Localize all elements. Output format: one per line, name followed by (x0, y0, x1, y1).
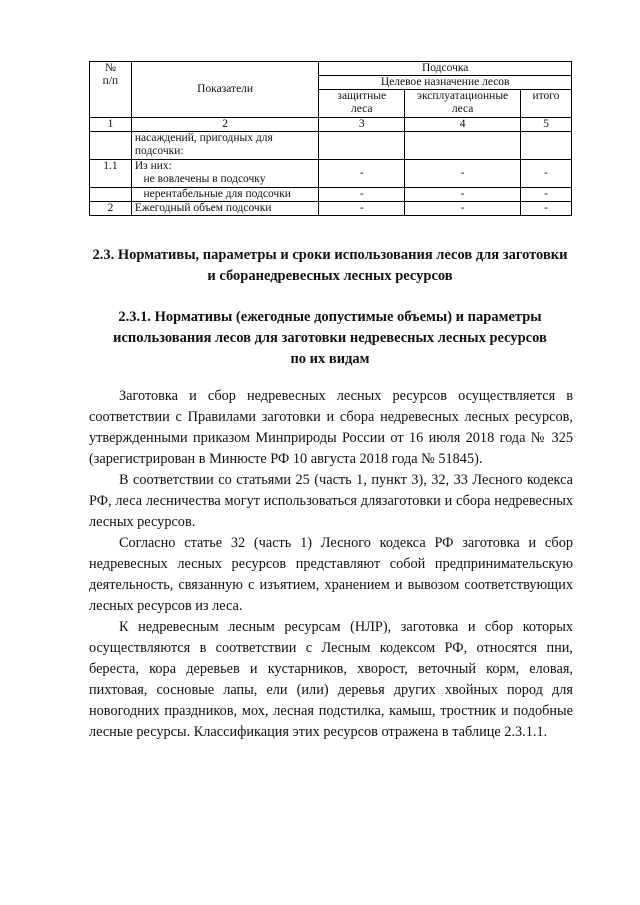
table-row (90, 132, 572, 160)
header-protective: защитные леса (319, 90, 405, 118)
row-num (90, 132, 132, 160)
header-total: итого (521, 90, 572, 118)
row-label: Ежегодный объем подсочки (131, 202, 318, 216)
row-value: - (405, 160, 521, 188)
header-exploitation: эксплуатационные леса (405, 90, 521, 118)
row-value (405, 132, 521, 160)
colnum: 1 (90, 118, 132, 132)
colnum: 3 (319, 118, 405, 132)
colnum: 2 (131, 118, 318, 132)
row-value: - (405, 202, 521, 216)
colnum: 5 (521, 118, 572, 132)
header-indicators: Показатели (131, 62, 318, 118)
tapping-table (89, 61, 572, 216)
row-value: - (319, 160, 405, 188)
row-value (521, 132, 572, 160)
paragraph: Заготовка и сбор недревесных лесных ресурсов осуществляется в соответствии с Правилами заготовки и сбора недревесных лесных ресурсов, утвержденными приказом Минприроды России от 16 июля 2018 года № 325 (зарегистрирован в Минюсте РФ 10 августа 2018 года № 51845). (89, 388, 573, 467)
row-label: Из них: не вовлечены в подсочку (131, 160, 318, 188)
table-row (90, 202, 572, 216)
paragraph: К недревесным лесным ресурсам (НЛР), заготовка и сбор которых осуществляются в соответствии с Лесным кодексом РФ, относятся пни, береста, кора деревьев и кустарников, хворост, веточный корм, еловая, пихтовая, сосновые лапы, ели (или) деревья других хвойных пород для новогодних праздников, мох, лесная подстилка, камыш, тростник и подобные лесные ресурсы. Классификация этих ресурсов отражена в таблице 2.3.1.1. (89, 619, 573, 740)
header-tapping: Подсочка (319, 62, 572, 76)
header-purpose: Целевое назначение лесов (319, 76, 572, 90)
row-num: 2 (90, 202, 132, 216)
table-row (90, 160, 572, 188)
section-heading-2-3-1: 2.3.1. Нормативы (ежегодные допустимые объемы) и параметры использования лесов для заготовки недревесных лесных ресурсов по их видам (113, 309, 547, 367)
row-value: - (521, 160, 572, 188)
row-value: - (319, 202, 405, 216)
paragraph: Согласно статье 32 (часть 1) Лесного кодекса РФ заготовка и сбор недревесных лесных ресурсов представляют собой предпринимательскую деятельность, связанную с изъятием, хранением и вывозом соответствующих лесных ресурсов из леса. (89, 535, 573, 614)
row-value (319, 132, 405, 160)
row-label: насаждений, пригодных для подсочки: (131, 132, 318, 160)
colnum: 4 (405, 118, 521, 132)
header-num: № п/п (90, 62, 132, 118)
row-value: - (521, 188, 572, 202)
row-num: 1.1 (90, 160, 132, 188)
row-value: - (405, 188, 521, 202)
row-num (90, 188, 132, 202)
section-heading-2-3: 2.3. Нормативы, параметры и сроки использования лесов для заготовки и сборанедревесных лесных ресурсов (92, 247, 568, 284)
row-label: нерентабельные для подсочки (131, 188, 318, 202)
paragraph: В соответствии со статьями 25 (часть 1, пункт 3), 32, 33 Лесного кодекса РФ, леса лесничества могут использоваться длязаготовки и сбора недревесных лесных ресурсов. (89, 472, 573, 530)
table-row (90, 188, 572, 202)
row-value: - (521, 202, 572, 216)
row-value: - (319, 188, 405, 202)
